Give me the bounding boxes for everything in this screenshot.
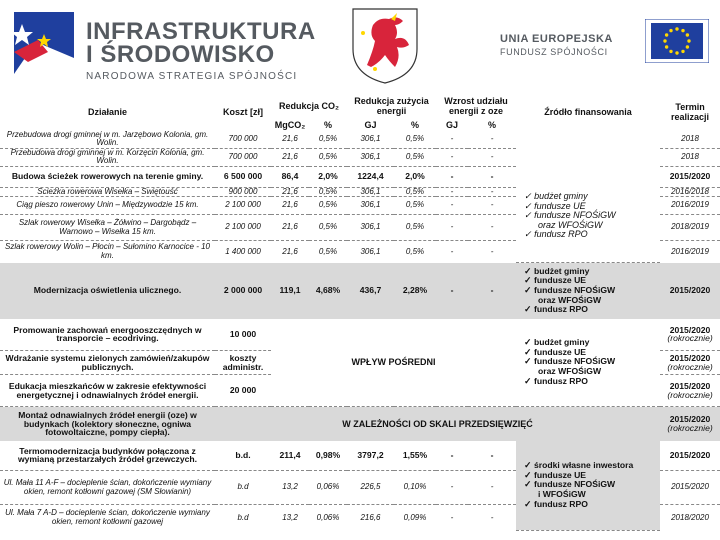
cell-mgp: 0,5%: [309, 215, 347, 241]
table-row: [0, 263, 720, 319]
cell-gj: 306,1: [347, 215, 394, 241]
source-item: fundusze NFOŚiGW: [533, 356, 616, 367]
term-note: (rokrocznie): [667, 389, 713, 400]
term-value: 2015/2020: [669, 381, 711, 392]
cell-oze: -: [436, 166, 468, 187]
cell-oze: -: [450, 512, 454, 522]
table-row: [0, 407, 720, 441]
header: [0, 0, 720, 90]
subheader-oze: GJ: [446, 120, 459, 130]
cell-mgp: 0,5%: [309, 148, 347, 166]
cell-action: Przebudowa drogi gminnej w m. Korzęcin Kolonia, gm. Wolin.: [0, 148, 215, 166]
cell-mg: 86,4: [271, 166, 309, 187]
cell-cost: 6 500 000: [215, 166, 271, 187]
check-icon: ✓: [524, 191, 532, 202]
list-item: [524, 377, 658, 387]
cell-ozep: -: [468, 148, 516, 166]
cell-mg: 119,1: [271, 263, 309, 319]
source-item: fundusz RPO: [533, 375, 588, 386]
cell-gjp: 2,28%: [394, 263, 436, 319]
cell-cost: koszty administr.: [215, 351, 271, 375]
cell-mgp: 0,5%: [318, 246, 338, 256]
action-table: [0, 93, 720, 540]
check-icon: ✓: [524, 356, 532, 367]
header-cost: Koszt [zł]: [223, 107, 263, 117]
cell-gj: 306,1: [347, 197, 394, 215]
eu-star-icon: [686, 45, 689, 48]
cell-term: 2016/2018: [660, 187, 720, 196]
cell-gjp: 0,5%: [394, 197, 436, 215]
source-item: budżet gminy: [533, 337, 590, 348]
source-item: fundusze NFOŚiGW: [533, 284, 616, 295]
cell-term: 2018: [660, 131, 720, 148]
source-item: środki własne inwestora: [533, 460, 634, 471]
eu-star-icon: [686, 33, 689, 36]
header-source: Źródło finansowania: [544, 107, 632, 117]
list-item: oraz WFOŚiGW: [538, 294, 602, 305]
cell-cost: b.d: [215, 471, 271, 505]
cell-gjp: 1,55%: [394, 441, 436, 471]
cell-ozep: -: [468, 131, 516, 148]
term-value: 2015/2020: [669, 324, 711, 335]
cell-action: Modernizacja oświetlenia ulicznego.: [0, 263, 215, 319]
source-item: fundusze UE: [533, 346, 587, 357]
eu-star-icon: [665, 33, 668, 36]
cell-mg: 21,6: [271, 131, 309, 148]
check-icon: ✓: [524, 460, 532, 471]
cell-oze: -: [436, 197, 468, 215]
source-item: fundusze NFOŚiGW: [533, 479, 616, 490]
cell-term: [660, 351, 720, 375]
subheader-mg: MgCO₂: [274, 120, 306, 130]
cell-mgp: 0,98%: [309, 441, 347, 471]
cell-gj: 306,1: [347, 131, 394, 148]
cell-cost: 700 000: [215, 148, 271, 166]
list-item: [524, 305, 658, 315]
eu-star-icon: [687, 39, 690, 42]
cell-cost: 1 400 000: [225, 246, 261, 256]
cell-gj: 306,1: [347, 187, 394, 196]
source-item: budżet gminy: [533, 265, 590, 276]
cell-term: 2016/2019: [671, 246, 709, 256]
source-item: fundusze UE: [533, 469, 587, 480]
term-value: 2015/2020: [669, 353, 711, 364]
cell-term: [660, 375, 720, 407]
source-item: fundusz RPO: [534, 229, 588, 240]
source-item: fundusz RPO: [533, 498, 588, 509]
cell-mg: 211,4: [271, 441, 309, 471]
eu-star-icon: [665, 45, 668, 48]
cell-term: 2018: [660, 148, 720, 166]
eu-star-icon: [675, 51, 678, 54]
check-icon: ✓: [524, 375, 532, 386]
header-res: Wzrost udziału energii z oze: [444, 96, 508, 116]
source-item: fundusze UE: [533, 275, 587, 286]
header-term: Termin realizacji: [671, 102, 710, 122]
source-item: fundusze NFOŚiGW: [534, 210, 616, 221]
program-title-line1: INFRASTRUKTURA: [86, 18, 316, 45]
eu-star-icon: [681, 29, 684, 32]
header-energy: Redukcja zużycia energii: [354, 96, 429, 116]
program-subtitle: NARODOWA STRATEGIA SPÓJNOŚCI: [86, 71, 298, 82]
cell-oze: -: [436, 131, 468, 148]
cell-mgp: 0,5%: [309, 197, 347, 215]
cell-gjp: 0,5%: [394, 215, 436, 241]
subheader-oze-pct: %: [488, 120, 497, 130]
cell-mgp: 0,06%: [309, 471, 347, 505]
cell-mg: 21,6: [271, 215, 309, 241]
cell-gj: 306,1: [360, 246, 381, 256]
eu-label: [500, 33, 613, 57]
cell-ozep: -: [468, 187, 516, 196]
cell-cost: 700 000: [215, 131, 271, 148]
cell-cost: 2 000 000: [215, 263, 271, 319]
eu-star-icon: [675, 27, 678, 30]
header-co2: Redukcja CO₂: [278, 101, 340, 111]
cell-ozep: -: [468, 166, 516, 187]
check-icon: ✓: [524, 346, 532, 357]
cell-mg: 21,6: [271, 197, 309, 215]
source-group-2: [516, 263, 660, 319]
cell-action: Budowa ścieżek rowerowych na terenie gminy.: [0, 166, 215, 187]
cell-mg: 13,2: [282, 512, 298, 522]
term-value: 2015/2020: [669, 414, 711, 425]
check-icon: ✓: [524, 265, 532, 276]
eu-title: UNIA EUROPEJSKA: [500, 33, 613, 45]
list-item: oraz WFOŚiGW: [538, 366, 602, 377]
check-icon: ✓: [524, 469, 532, 480]
check-icon: ✓: [524, 479, 532, 490]
cell-gjp: 0,5%: [405, 246, 425, 256]
cell-mgp: 0,5%: [309, 131, 347, 148]
cell-action: Ul. Mała 11 A-F – docieplenie ścian, dokończenie wymiany okien, remont kotłowni gazowej (SM Słowianin): [0, 471, 215, 505]
term-note: (rokrocznie): [667, 422, 713, 433]
subheader-gj-pct: %: [411, 120, 420, 130]
check-icon: ✓: [524, 200, 532, 211]
check-icon: ✓: [524, 498, 532, 509]
source-group-4: [516, 441, 660, 531]
indirect-impact: WPŁYW POŚREDNI: [271, 319, 516, 407]
cell-oze: -: [436, 148, 468, 166]
cell-gj: 3797,2: [347, 441, 394, 471]
cell-gjp: 2,0%: [394, 166, 436, 187]
check-icon: ✓: [524, 337, 532, 348]
cell-mgp: 2,0%: [309, 166, 347, 187]
scale-dependent: W ZALEŻNOŚCI OD SKALI PRZEDSIĘWZIĘĆ: [215, 407, 660, 441]
cell-ozep: -: [468, 197, 516, 215]
cell-cost: 2 100 000: [215, 215, 271, 241]
header-row: [0, 93, 720, 119]
cell-mg: 21,6: [271, 148, 309, 166]
cell-gjp: 0,5%: [394, 187, 436, 196]
eu-flag-icon: [645, 19, 709, 63]
cell-gjp: 0,10%: [394, 471, 436, 505]
cell-term: 2015/2020: [660, 166, 720, 187]
cell-cost: 20 000: [215, 375, 271, 407]
check-icon: ✓: [524, 275, 532, 286]
cell-ozep: -: [468, 263, 516, 319]
subheader-mg-pct: %: [323, 120, 332, 130]
eu-fund: FUNDUSZ SPÓJNOŚCI: [500, 47, 608, 57]
cell-cost: b.d: [237, 512, 249, 522]
cell-cost: 10 000: [215, 319, 271, 351]
check-icon: ✓: [524, 229, 532, 240]
cell-oze: -: [436, 441, 468, 471]
fundusze-europejskie-logo-icon: [14, 12, 74, 74]
cell-action: Ciąg pieszo rowerowy Unin – Międzywodzie 15 km.: [0, 197, 215, 215]
subheader-gj: GJ: [364, 120, 377, 130]
cell-action: Promowanie zachowań energooszczędnych w transporcie – ecodriving.: [0, 319, 215, 351]
cell-gj: 226,5: [347, 471, 394, 505]
cell-action: Edukacja mieszkańców w zakresie efektywności energetycznej i odnawialnych źródeł energii.: [0, 375, 215, 407]
cell-mgp: 0,06%: [316, 512, 340, 522]
cell-mgp: 4,68%: [309, 263, 347, 319]
term-note: (rokrocznie): [667, 333, 713, 344]
cell-ozep: -: [468, 441, 516, 471]
cell-action: Szlak rowerowy Wolin – Płocin – Sułomino Karnocice - 10 km.: [5, 242, 210, 260]
cell-gjp: 0,09%: [403, 512, 427, 522]
cell-action: Przebudowa drogi gminnej w m. Jarzębowo Kolonia, gm. Wolin.: [0, 131, 215, 148]
source-item: fundusze UE: [534, 200, 586, 211]
coat-of-arms-griffin-icon: [345, 5, 425, 85]
cell-oze: -: [436, 471, 468, 505]
cell-term: 2015/2020: [660, 441, 720, 471]
cell-oze: -: [436, 187, 468, 196]
source-group-1: [516, 131, 660, 263]
cell-gj: 1224,4: [347, 166, 394, 187]
cell-action: Termomodernizacja budynków połączona z wymianą przestarzałych źródeł grzewczych.: [0, 441, 215, 471]
cell-oze: -: [436, 215, 468, 241]
check-icon: ✓: [524, 284, 532, 295]
cell-gjp: 0,5%: [394, 148, 436, 166]
list-item: [524, 500, 658, 510]
cell-term: 2016/2019: [660, 197, 720, 215]
cell-gj: 436,7: [347, 263, 394, 319]
eu-star-icon: [669, 29, 672, 32]
source-group-3: [516, 319, 660, 407]
cell-cost: 2 100 000: [215, 197, 271, 215]
cell-term: [660, 319, 720, 351]
cell-ozep: -: [468, 471, 516, 505]
source-item: budżet gminy: [534, 191, 588, 202]
eu-star-icon: [663, 39, 666, 42]
table-row: [0, 441, 720, 471]
cell-action: Ul. Mała 7 A-D – docieplenie ścian, dokończenie wymiany okien, remont kotłowni gazowej: [5, 508, 210, 526]
cell-ozep: -: [490, 512, 494, 522]
cell-term: 2018/2020: [671, 512, 709, 522]
cell-term: 2018/2019: [660, 215, 720, 241]
list-item: [524, 230, 658, 240]
program-title-line2: I ŚRODOWISKO: [86, 41, 275, 68]
table-row: [0, 319, 720, 351]
cell-term: 2015/2020: [660, 471, 720, 505]
cell-action: Ścieżka rowerowa Wisełka – Świętouść: [0, 187, 215, 196]
cell-mg: 21,6: [271, 187, 309, 196]
eu-star-icon: [681, 50, 684, 53]
check-icon: ✓: [524, 210, 532, 221]
cell-term: [660, 407, 720, 441]
cell-gj: 216,6: [360, 512, 381, 522]
cell-mg: 13,2: [271, 471, 309, 505]
list-item: i WFOŚiGW: [538, 489, 586, 500]
list-item: oraz WFOŚiGW: [538, 219, 603, 230]
cell-oze: -: [450, 246, 454, 256]
cell-mgp: 0,5%: [309, 187, 347, 196]
cell-action: Szlak rowerowy Wisełka – Żółwino – Dargobądz – Warnowo – Wisełka 15 km.: [0, 215, 215, 241]
cell-gj: 306,1: [347, 148, 394, 166]
cell-action: Wdrażanie systemu zielonych zamówień/zakupów publicznych.: [0, 351, 215, 375]
cell-term: 2015/2020: [660, 263, 720, 319]
cell-action: Montaż odnawialnych źródeł energii (oze) w budynkach (kolektory słoneczne, ogniwa fotowoltaiczne, pompy ciepła).: [0, 407, 215, 441]
cell-ozep: -: [490, 246, 494, 256]
cell-cost: 900 000: [215, 187, 271, 196]
cell-oze: -: [436, 263, 468, 319]
header-action: Działanie: [87, 107, 127, 117]
source-item: fundusz RPO: [533, 304, 588, 315]
cell-ozep: -: [468, 215, 516, 241]
cell-cost: b.d.: [215, 441, 271, 471]
eu-star-icon: [669, 50, 672, 53]
term-note: (rokrocznie): [667, 361, 713, 372]
program-name: [86, 20, 316, 82]
table-row: [0, 131, 720, 148]
check-icon: ✓: [524, 304, 532, 315]
cell-gjp: 0,5%: [394, 131, 436, 148]
cell-mg: 21,6: [282, 246, 298, 256]
